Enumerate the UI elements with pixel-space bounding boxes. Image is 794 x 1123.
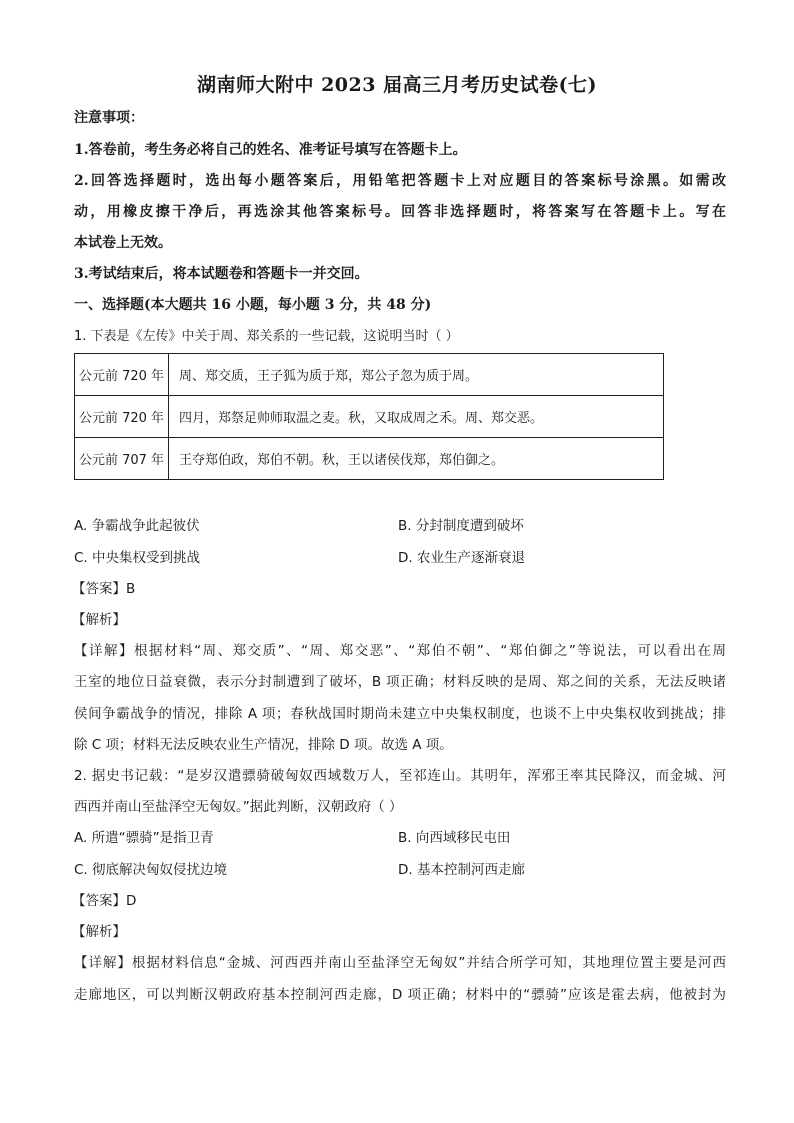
table-cell-text: 王夺郑伯政，郑伯不朝。秋，王以诸侯伐郑，郑伯御之。 [169,438,664,480]
notice-heading: 注意事项： [74,110,144,126]
question-2-detail-line-2: 走廊地区，可以判断汉朝政府基本控制河西走廊，D 项正确；材料中的“骠骑”应该是霍去病，他被封为 [74,987,726,1003]
question-2-answer: 【答案】D [72,893,137,909]
section-heading-choice: 一、选择题(本大题共 16 小题，每小题 3 分，共 48 分) [74,297,432,313]
question-2-analysis-label: 【解析】 [72,924,126,940]
question-1-option-d[interactable]: D. 农业生产逐渐衰退 [398,550,525,566]
notice-item-3: 3.考试结束后，将本试题卷和答题卡一并交回。 [74,266,369,282]
question-1-option-b[interactable]: B. 分封制度遭到破坏 [398,518,524,534]
question-2-option-d[interactable]: D. 基本控制河西走廊 [398,862,525,878]
notice-item-1: 1.答卷前，考生务必将自己的姓名、准考证号填写在答题卡上。 [74,142,467,158]
question-1-answer: 【答案】B [72,581,136,597]
question-1-detail-line-3: 侯间争霸战争的情况，排除 A 项；春秋战国时期尚未建立中央集权制度，也谈不上中央集权收到挑战；排 [74,706,726,722]
question-1-detail-line-1: 【详解】根据材料“周、郑交质”、“周、郑交恶”、“郑伯不朝”、“郑伯御之”等说法，可以看出在周 [74,643,726,659]
table-cell-year: 公元前 720 年 [75,354,169,396]
question-2-option-a[interactable]: A. 所遣“骠骑”是指卫青 [74,830,214,846]
question-1-option-c[interactable]: C. 中央集权受到挑战 [74,550,201,566]
table-cell-year: 公元前 720 年 [75,396,169,438]
table-row [75,438,664,480]
table-row [75,396,664,438]
page-title: 湖南师大附中 2023 届高三月考历史试卷(七) [196,74,598,96]
question-1-option-a[interactable]: A. 争霸战争此起彼伏 [74,518,200,534]
question-1-analysis-label: 【解析】 [72,612,126,628]
table-cell-year: 公元前 707 年 [75,438,169,480]
notice-item-2-line-2: 动，用橡皮擦干净后，再选涂其他答案标号。回答非选择题时，将答案写在答题卡上。写在 [74,204,726,220]
question-2-detail-line-1: 【详解】根据材料信息“金城、河西西并南山至盐泽空无匈奴”并结合所学可知，其地理位置主要是河西 [74,955,726,971]
question-1-detail-line-4: 除 C 项；材料无法反映农业生产情况，排除 D 项。故选 A 项。 [74,737,453,753]
notice-item-2-line-1: 2.回答选择题时，选出每小题答案后，用铅笔把答题卡上对应题目的答案标号涂黑。如需改 [74,173,726,189]
question-2-option-b[interactable]: B. 向西域移民屯田 [398,830,511,846]
question-2-stem-line-2: 西西并南山至盐泽空无匈奴。”据此判断，汉朝政府（ ） [74,799,403,815]
question-1-table [74,353,664,480]
table-row [75,354,664,396]
question-2-stem-line-1: 2. 据史书记载：“是岁汉遣骠骑破匈奴西域数万人，至祁连山。其明年，浑邪王率其民降汉，而金城、河 [74,768,726,784]
notice-item-2-line-3: 本试卷上无效。 [74,235,172,251]
question-1-stem: 1. 下表是《左传》中关于周、郑关系的一些记载，这说明当时（ ） [74,329,459,344]
question-1-detail-line-2: 王室的地位日益衰微，表示分封制遭到了破坏，B 项正确；材料反映的是周、郑之间的关系，无法反映诸 [74,674,726,690]
table-cell-text: 四月，郑祭足帅师取温之麦。秋，又取成周之禾。周、郑交恶。 [169,396,664,438]
question-2-option-c[interactable]: C. 彻底解决匈奴侵扰边境 [74,862,228,878]
table-cell-text: 周、郑交质，王子狐为质于郑，郑公子忽为质于周。 [169,354,664,396]
